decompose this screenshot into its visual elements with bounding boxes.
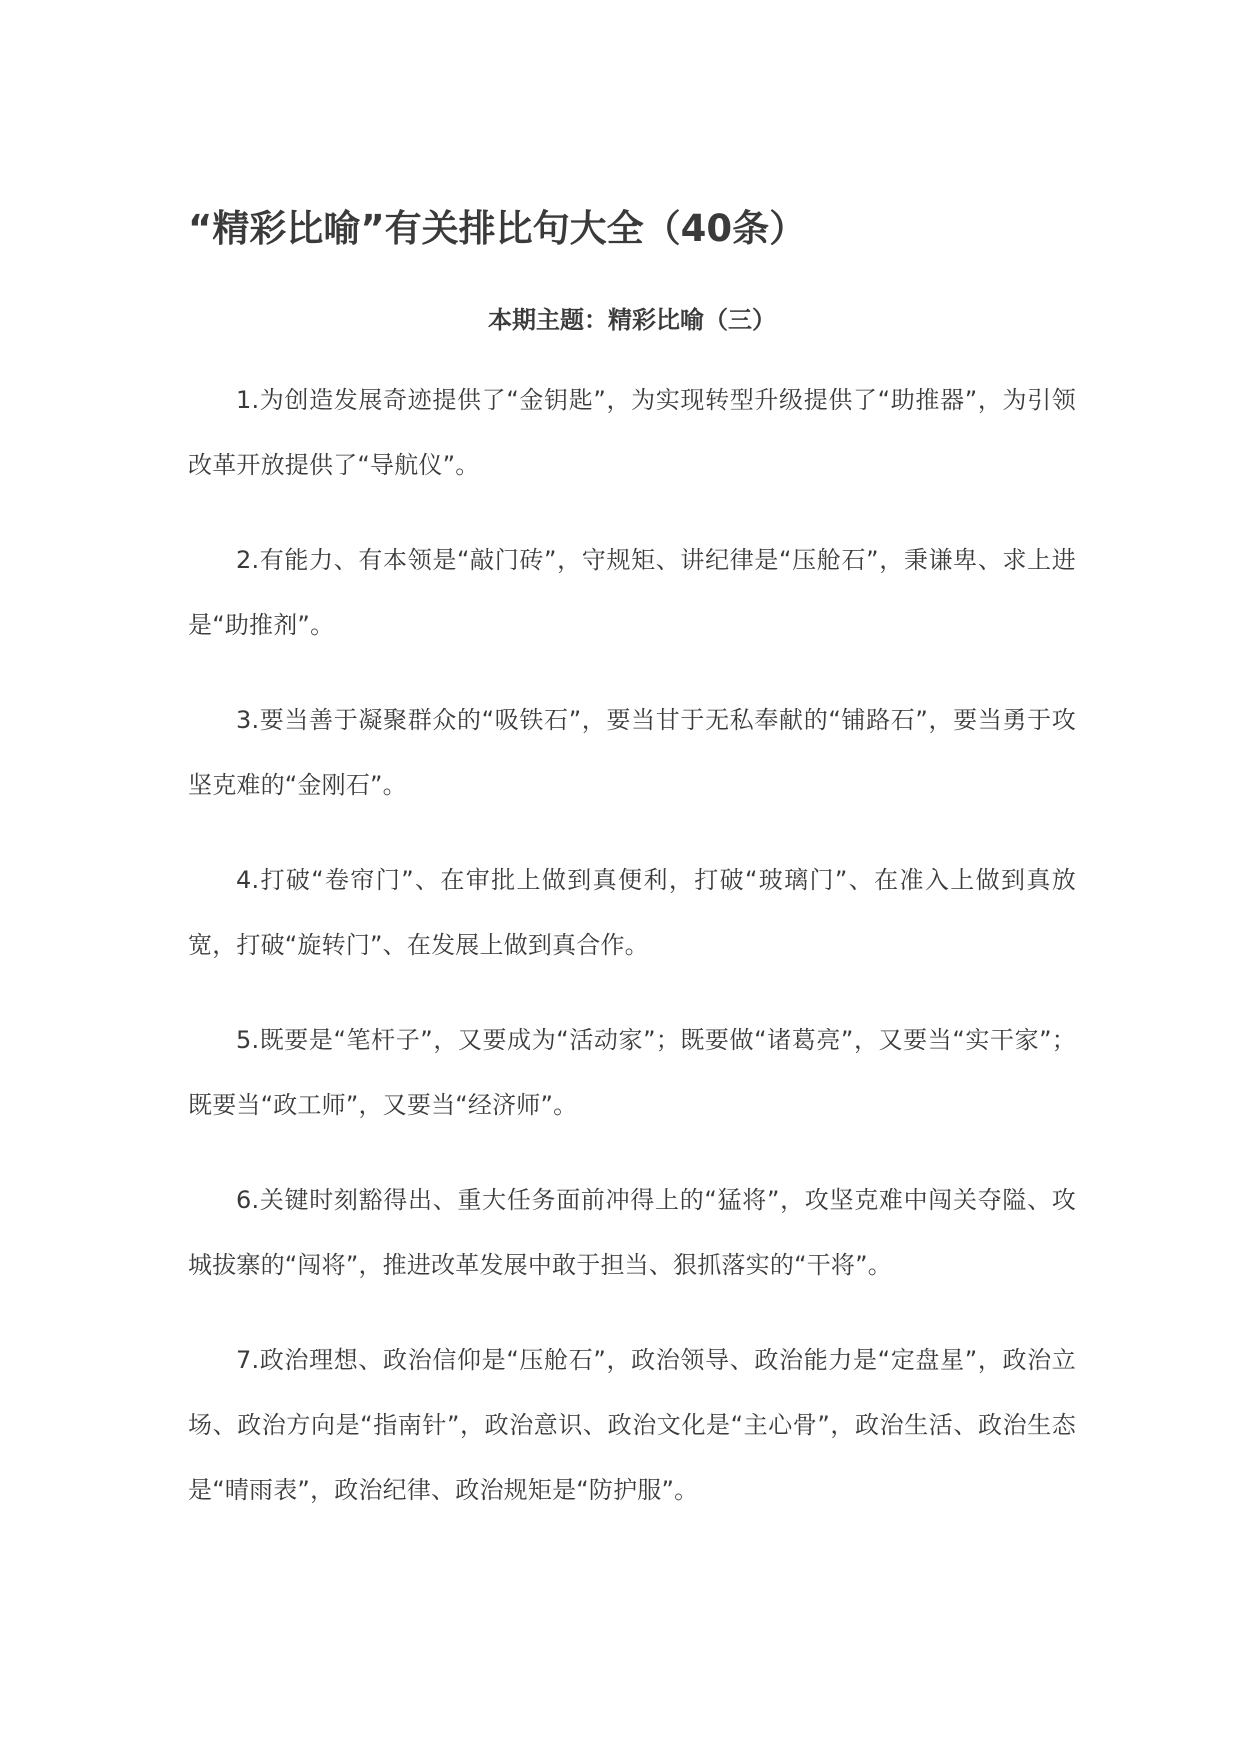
document-subtitle: 本期主题：精彩比喻（三） — [488, 306, 776, 334]
list-item: 3.要当善于凝聚群众的“吸铁石”，要当甘于无私奉献的“铺路石”，要当勇于攻坚克难的“金刚石”。 — [188, 706, 1076, 799]
list-item: 7.政治理想、政治信仰是“压舱石”，政治领导、政治能力是“定盘星”，政治立场、政治方向是“指南针”，政治意识、政治文化是“主心骨”，政治生活、政治生态是“晴雨表”，政治纪律、政治规矩是“防护服”。 — [188, 1346, 1076, 1504]
document-title: “精彩比喻”有关排比句大全（40条） — [188, 207, 807, 250]
item-list — [188, 368, 1076, 1523]
list-item: 4.打破“卷帘门”、在审批上做到真便利，打破“玻璃门”、在准入上做到真放宽，打破“旋转门”、在发展上做到真合作。 — [188, 866, 1076, 959]
list-item: 2.有能力、有本领是“敲门砖”，守规矩、讲纪律是“压舱石”，秉谦卑、求上进是“助推剂”。 — [188, 546, 1076, 639]
list-item: 5.既要是“笔杆子”，又要成为“活动家”；既要做“诸葛亮”，又要当“实干家”；既要当“政工师”，又要当“经济师”。 — [188, 1026, 1076, 1119]
list-item: 6.关键时刻豁得出、重大任务面前冲得上的“猛将”，攻坚克难中闯关夺隘、攻城拔寨的“闯将”，推进改革发展中敢于担当、狠抓落实的“干将”。 — [188, 1186, 1076, 1279]
list-item: 1.为创造发展奇迹提供了“金钥匙”，为实现转型升级提供了“助推器”，为引领改革开放提供了“导航仪”。 — [188, 386, 1076, 479]
document-page — [188, 205, 1076, 1553]
